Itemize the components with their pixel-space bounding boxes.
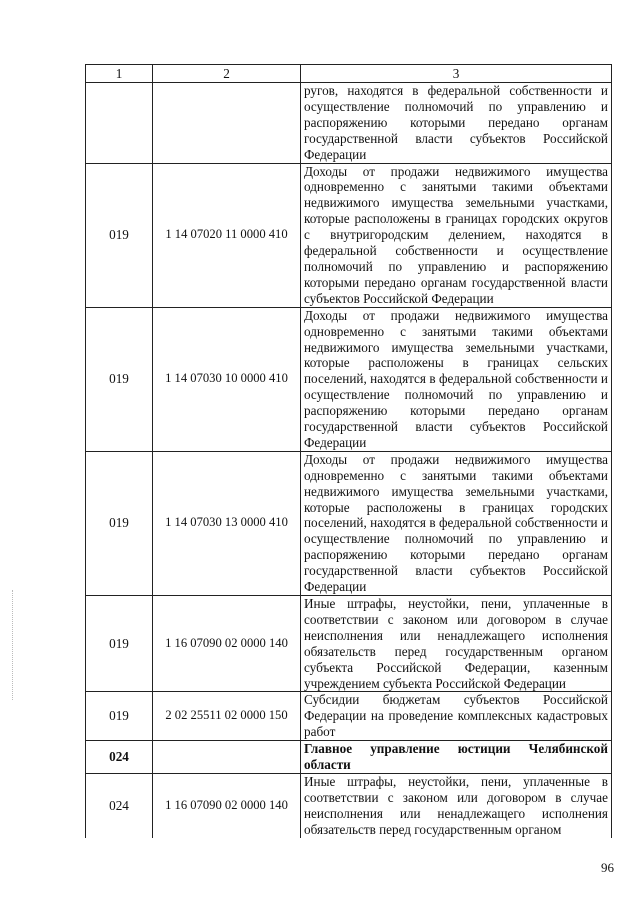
table-row [86,773,612,837]
revenue-code-cell: 1 14 07030 13 0000 410 [153,451,301,595]
admin-code-cell: 019 [86,451,153,595]
admin-code-cell: 019 [86,307,153,451]
admin-code-cell: 024 [86,773,153,837]
admin-code-cell: 024 [86,741,153,774]
admin-code-cell: 019 [86,692,153,741]
scan-edge-mark [12,590,14,700]
revenue-code-cell: 1 14 07030 10 0000 410 [153,307,301,451]
table-row [86,163,612,307]
revenue-name-cell: Субсидии бюджетам субъектов Российской Федерации на проведение комплексных кадастровых работ [301,692,612,741]
table-row [86,692,612,741]
table-header-row [86,65,612,83]
revenue-codes-table [85,64,612,838]
revenue-name-cell: Доходы от продажи недвижимого имущества одновременно с занятыми такими объектами недвижимого имущества земельными участками, которые расположены в границах городских поселений, находятся в федеральной собственности и осуществление полномочий по управлению и распоряжению которыми передано органам государственной власти субъектов Российской Федерации [301,451,612,595]
header-column-2: 2 [153,65,301,83]
revenue-code-cell: 1 16 07090 02 0000 140 [153,596,301,692]
header-column-3: 3 [301,65,612,83]
revenue-name-cell: ругов, находятся в федеральной собственности и осуществление полномочий по управлению и распоряжению которыми передано органам государственной власти субъектов Российской Федерации [301,83,612,164]
admin-code-cell [86,83,153,164]
revenue-name-cell: Иные штрафы, неустойки, пени, уплаченные в соответствии с законом или договором в случае неисполнения или ненадлежащего исполнения обязательств перед государственным органом субъекта Российской Федерации, казенным учреждением субъекта Российской Федерации [301,596,612,692]
revenue-code-cell [153,83,301,164]
revenue-code-cell: 1 14 07020 11 0000 410 [153,163,301,307]
revenue-name-cell: Доходы от продажи недвижимого имущества одновременно с занятыми такими объектами недвижимого имущества земельными участками, которые расположены в границах сельских поселений, находятся в федеральной собственности и осуществление полномочий по управлению и распоряжению которыми передано органам государственной власти субъектов Российской Федерации [301,307,612,451]
table-row [86,596,612,692]
revenue-name-cell: Иные штрафы, неустойки, пени, уплаченные в соответствии с законом или договором в случае неисполнения или ненадлежащего исполнения обязательств перед государственным органом [301,773,612,837]
revenue-code-cell: 2 02 25511 02 0000 150 [153,692,301,741]
table-row [86,83,612,164]
organization-name-cell: Главное управление юстиции Челябинской области [301,741,612,774]
revenue-name-cell: Доходы от продажи недвижимого имущества одновременно с занятыми такими объектами недвижимого имущества земельными участками, которые расположены в границах городских округов с внутригородским делением, находятся в федеральной собственности и осуществление полномочий по управлению и распоряжению которыми передано органам государственной власти субъектов Российской Федерации [301,163,612,307]
admin-code-cell: 019 [86,163,153,307]
revenue-code-cell [153,741,301,774]
organization-heading-row [86,741,612,774]
table-row [86,307,612,451]
admin-code-cell: 019 [86,596,153,692]
header-column-1: 1 [86,65,153,83]
page-number: 96 [601,860,614,875]
table-row [86,451,612,595]
revenue-code-cell: 1 16 07090 02 0000 140 [153,773,301,837]
